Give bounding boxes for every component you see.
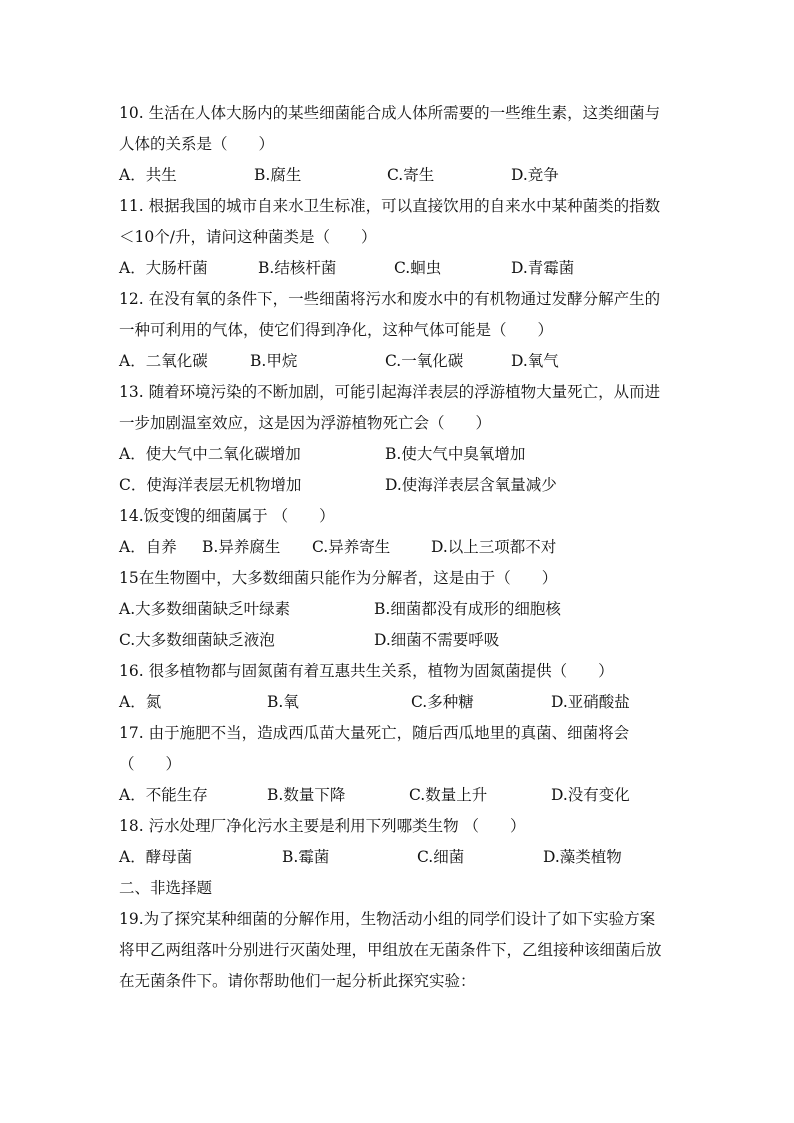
question-stem: 在无菌条件下。请你帮助他们一起分析此探究实验：	[119, 972, 476, 990]
option-a[interactable]: A．氮	[119, 693, 162, 711]
question-stem: 18. 污水处理厂净化污水主要是利用下列哪类生物 （ ）	[119, 817, 526, 835]
question-14	[119, 501, 679, 563]
option-d[interactable]: D.藻类植物	[543, 848, 622, 866]
option-d[interactable]: D.青霉菌	[511, 259, 575, 277]
options-row	[119, 253, 679, 284]
option-b[interactable]: B.异养腐生	[202, 538, 281, 556]
options-row	[119, 160, 679, 191]
option-b[interactable]: B.氧	[267, 693, 299, 711]
option-c[interactable]: C.寄生	[387, 166, 435, 184]
exam-page	[119, 98, 679, 997]
option-c[interactable]: C.细菌	[417, 848, 465, 866]
question-10	[119, 98, 679, 191]
question-17	[119, 718, 679, 811]
options-row	[119, 594, 679, 625]
option-a[interactable]: A．二氧化碳	[119, 352, 208, 370]
option-d[interactable]: D.亚硝酸盐	[551, 693, 630, 711]
option-b[interactable]: B.数量下降	[267, 786, 346, 804]
options-row	[119, 687, 679, 718]
options-row	[119, 439, 679, 470]
question-stem: （ ）	[119, 755, 182, 773]
question-19	[119, 904, 679, 997]
option-d[interactable]: D.以上三项都不对	[431, 538, 557, 556]
option-a[interactable]: A．大肠杆菌	[119, 259, 208, 277]
option-a[interactable]: A．共生	[119, 166, 177, 184]
option-b[interactable]: B.细菌都没有成形的细胞核	[374, 600, 561, 618]
question-stem: 将甲乙两组落叶分别进行灭菌处理，甲组放在无菌条件下，乙组接种该细菌后放	[119, 941, 662, 959]
option-b[interactable]: B.使大气中臭氧增加	[385, 445, 526, 463]
option-a[interactable]: A．使大气中二氧化碳增加	[119, 445, 301, 463]
option-c[interactable]: C.蛔虫	[394, 259, 442, 277]
question-stem: 一步加剧温室效应，这是因为浮游植物死亡会（ ）	[119, 414, 492, 432]
option-b[interactable]: B.结核杆菌	[258, 259, 337, 277]
option-d[interactable]: D.竞争	[511, 166, 559, 184]
option-c[interactable]: C.一氧化碳	[385, 352, 464, 370]
question-stem: 12. 在没有氧的条件下，一些细菌将污水和废水中的有机物通过发酵分解产生的	[119, 290, 661, 308]
option-a[interactable]: A．酵母菌	[119, 848, 193, 866]
option-c[interactable]: C.异养寄生	[312, 538, 391, 556]
option-a[interactable]: A.大多数细菌缺乏叶绿素	[119, 600, 291, 618]
question-16	[119, 656, 679, 718]
section-title: 二、非选择题	[119, 879, 213, 897]
question-stem: 一种可利用的气体，使它们得到净化，这种气体可能是（ ）	[119, 321, 554, 339]
question-stem: 13. 随着环境污染的不断加剧，可能引起海洋表层的浮游植物大量死亡，从而进	[119, 383, 661, 401]
option-c[interactable]: C.大多数细菌缺乏液泡	[119, 631, 275, 649]
options-row	[119, 346, 679, 377]
question-11	[119, 191, 679, 284]
options-row	[119, 470, 679, 501]
option-b[interactable]: B.甲烷	[250, 352, 298, 370]
option-a[interactable]: A．不能生存	[119, 786, 208, 804]
question-stem: 19.为了探究某种细菌的分解作用，生物活动小组的同学们设计了如下实验方案	[119, 910, 656, 928]
option-d[interactable]: D.细菌不需要呼吸	[374, 631, 500, 649]
option-b[interactable]: B.霉菌	[282, 848, 330, 866]
options-row	[119, 532, 679, 563]
options-row	[119, 625, 679, 656]
option-d[interactable]: D.氧气	[511, 352, 559, 370]
question-stem: 17. 由于施肥不当，造成西瓜苗大量死亡，随后西瓜地里的真菌、细菌将会	[119, 724, 630, 742]
option-b[interactable]: B.腐生	[254, 166, 302, 184]
question-13	[119, 377, 679, 501]
question-stem: 10. 生活在人体大肠内的某些细菌能合成人体所需要的一些维生素，这类细菌与	[119, 104, 661, 122]
options-row	[119, 780, 679, 811]
question-12	[119, 284, 679, 377]
option-c[interactable]: C.数量上升	[409, 786, 488, 804]
question-18	[119, 811, 679, 873]
options-row	[119, 842, 679, 873]
option-c[interactable]: C．使海洋表层无机物增加	[119, 476, 302, 494]
option-d[interactable]: D.没有变化	[551, 786, 630, 804]
question-stem: 11. 根据我国的城市自来水卫生标准，可以直接饮用的自来水中某种菌类的指数	[119, 197, 661, 215]
option-d[interactable]: D.使海洋表层含氧量减少	[385, 476, 557, 494]
option-a[interactable]: A．自养	[119, 538, 177, 556]
question-stem: 15在生物圈中，大多数细菌只能作为分解者，这是由于（ ）	[119, 569, 558, 587]
question-stem: 人体的关系是（ ）	[119, 135, 275, 153]
question-stem: 16. 很多植物都与固氮菌有着互惠共生关系，植物为固氮菌提供（ ）	[119, 662, 614, 680]
question-stem: 14.饭变馊的细菌属于 （ ）	[119, 507, 335, 525]
option-c[interactable]: C.多种糖	[411, 693, 474, 711]
question-15	[119, 563, 679, 656]
question-stem: ＜10个/升，请问这种菌类是（ ）	[119, 228, 377, 246]
